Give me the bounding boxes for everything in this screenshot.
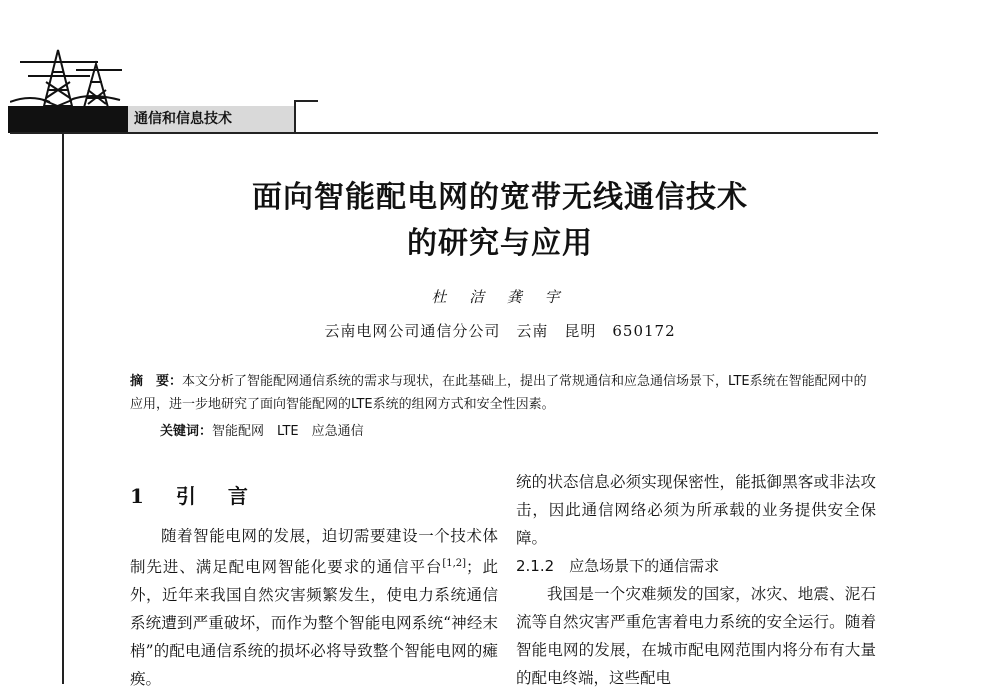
affiliation: 云南电网公司通信分公司 云南 昆明 650172 <box>324 322 676 340</box>
left-column <box>130 480 498 693</box>
section-heading: 1 引 言 <box>130 484 254 508</box>
subsection-heading: 2.1.2 应急场景下的通信需求 <box>516 557 720 575</box>
header-divider <box>294 100 296 133</box>
citation: [1,2] <box>442 558 467 569</box>
header-divider-cap <box>296 100 318 102</box>
keywords <box>160 422 860 442</box>
section-label: 通信和信息技术 <box>128 106 294 133</box>
abstract-text: 本文分析了智能配网通信系统的需求与现状，在此基础上，提出了常规通信和应急通信场景下，LTE系统在智能配网中的应用，进一步地研究了面向智能配网的LTE系统的组网方式和安全性因素。 <box>130 374 867 412</box>
header-bar <box>8 106 128 133</box>
intro-text-b: ；此外，近年来我国自然灾害频繁发生，使电力系统通信系统遭到严重破坏，而作为整个智能电网系统“神经末梢”的配电通信系统的损坏必将导致整个智能电网的瘫痪。 <box>130 558 498 689</box>
header-rule <box>10 132 878 134</box>
intro-text-a: 随着智能电网的发展，迫切需要建设一个技术体制先进、满足配电网智能化要求的通信平台 <box>130 527 498 577</box>
abstract <box>130 370 875 416</box>
right-column <box>516 468 876 692</box>
keywords-text: 智能配网 LTE 应急通信 <box>212 424 364 439</box>
body-paragraph: 我国是一个灾难频发的国家，冰灾、地震、泥石流等自然灾害严重危害着电力系统的安全运行。随着智能电网的发展，在城市配电网范围内将分布有大量的配电终端，这些配电 <box>516 585 876 687</box>
margin-rule <box>62 134 64 684</box>
abstract-label: 摘 要： <box>130 374 183 389</box>
continued-paragraph: 统的状态信息必须实现保密性，能抵御黑客或非法攻击，因此通信网络必须为所承载的业务提供安全保障。 <box>516 473 876 547</box>
authors: 杜 洁 龚 宇 <box>431 288 569 306</box>
paper-title-line2: 的研究与应用 <box>407 226 593 261</box>
keywords-label: 关键词： <box>160 424 213 439</box>
intro-paragraph <box>130 522 498 693</box>
paper-title-line1: 面向智能配电网的宽带无线通信技术 <box>252 180 748 215</box>
